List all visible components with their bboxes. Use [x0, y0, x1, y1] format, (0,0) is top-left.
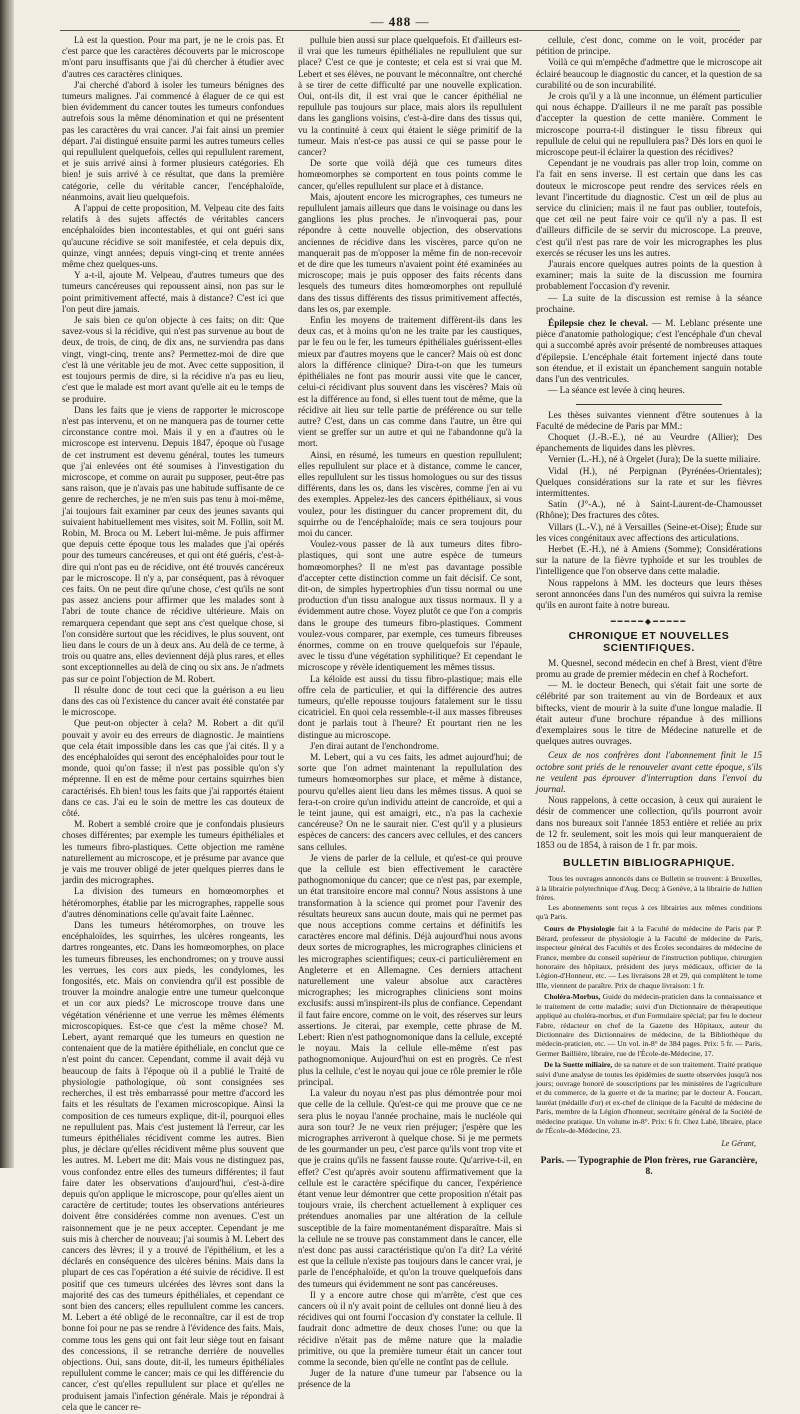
- header-rule: [60, 30, 740, 31]
- theses-intro: Les thèses suivantes viennent d'être soutenues à la Faculté de médecine de Paris par MM.:: [536, 410, 762, 432]
- bibliography-list: [536, 924, 762, 1135]
- body-paragraph: M. Lebert, qui a vu ces faits, les admet aujourd'hui; de sorte que l'on admet maintenant la repullulation des tumeurs homœomorphes sur place, et même à distance, pourvu qu'elles aient lieu dans les mêmes tissus. A quoi se fera-t-on croire qu'un individu atteint de cancroïde, et qui a le teint jaune, qui est amaigri, etc., n'a pas la cachexie cancéreuse? On ne le saurait nier. C'est qu'il y a plusieurs espèces de cancers: des cancers avec cellules, et des cancers sans cellules.: [298, 753, 522, 853]
- bulletin-note-2: Les abonnements sont reçus à ces librairies aux mêmes conditions qu'à Paris.: [536, 902, 762, 922]
- body-paragraph: Je viens de parler de la cellule, et qu'est-ce qui prouve que la cellule est bien effectivement le caractère pathognomonique du cancer; que ce n'est pas, par exemple, un état transitoire encore mal connu? Nous assistons à une transformation à la science qui promet pour l'avenir des résultats heureux sans aucun doute, mais qui ne permet pas que nous acceptions comme certains et définitifs les caractères encore mal définis. Déjà aujourd'hui nous avons deux sortes de micrographes, les micrographes cliniciens et les micrographes scientifiques; ceux-ci particulièrement en Angleterre et en Allemagne. Ces derniers attachent naturellement une valeur absolue aux caractères micrographes; les micrographes cliniciens sont moins exclusifs: aussi m'inspirent-ils plus de confiance. Cependant il faut faire encore, comme on le voit, des réserves sur leurs assertions. Je citerai, par exemple, cette phrase de M. Lebert: Rien n'est pathognomonique dans la cellule, excepté le noyau. Mais la cellule elle-même n'est pas pathognomonique. Aujourd'hui on est en progrès. Ce n'est plus la cellule, c'est le noyau qui joue ce rôle premier le rôle principal.: [298, 853, 522, 1088]
- thesis-entry: Vidal (H.), né Perpignan (Pyrénées-Orientales); Quelques considérations sur la rate et sur les fièvres intermittentes.: [536, 466, 762, 499]
- body-paragraph: Dans les tumeurs hétéromorphes, on trouve les encéphaloïdes, les squirrhes, les ulcères rongeants, les dartres rongeantes, etc. Dans les homœomorphes, on place les tumeurs fibreuses, les enchondromes; on y trouve aussi les verrues, les cors aux pieds, les condylomes, les fongosités, etc. Mais on conviendra qu'il est possible de trouver la moindre analogie entre une tumeur quelconque et un cor aux pieds? Le microscope trouve dans une végétation vénérienne et une verrue les mêmes éléments microscopiques. Est-ce que c'est la même chose? M. Lebert, ayant remarqué que les tumeurs en question ne contenaient que de la matière épithéliale, en conclut que ce n'est point du cancer. Cependant, comme il avait déjà vu beaucoup de faits à l'époque où il a publié le Traité de physiologie pathologique, où sont consignées ses recherches, il est très embarrassé pour mettre d'accord les faits et les résultats de l'examen microscopique. Ainsi la composition de ces tumeurs explique, dit-il, pourquoi elles ne repullulent pas. Mais c'est justement là l'erreur, car les tumeurs épithéliales récidivent comme les autres. Bien plus, je déclare qu'elles récidivent même plus souvent que les autres. M. Lebert me dit: Mais vous ne distinguez pas, vous confondez entre elles des tumeurs différentes; il faut faire dater les observations d'aujourd'hui, c'est-à-dire depuis qu'on applique le microscope, pour qu'elles aient un caractère de certitude; toutes les observations antérieures doivent être considérées comme non avenues. C'est un raisonnement que je ne peux accepter. Cependant je me suis mis à chercher de nouveau; j'ai soumis à M. Lebert des cancers des lèvres; il y a trouvé de l'épithélium, et les a déclarés en conséquence des ulcères bénins. Mais dans la plupart de ces cas l'opération a été suivie de récidive. Il est positif que ces tumeurs ulcérées des lèvres sont dans la majorité des cas des tumeurs épithéliales, et cependant ce sont bien des cancers; elles repullulent comme les cancers. M. Lebert a été obligé de le reconnaître, car il est de trop bonne foi pour ne pas se rendre à l'évidence des faits. Mais, comme tous les gens qui ont fait leur siège tout en faisant des concessions, il se retranche derrière de nouvelles objections. Oui, sans doute, dit-il, les tumeurs épithéliales repullulent comme le cancer; mais ce qui les différencie du cancer, c'est qu'elles repullulent sur place et qu'elles ne produisent jamais l'infection générale. Mais je répondrai à cela que le cancer re-: [62, 921, 284, 1413]
- bulletin-note-1: Tous les ouvrages annoncés dans ce Bulletin se trouvent: à Bruxelles, à la librairie polytechnique d'Aug. Decq; à Genève, à la librairie de Jullien frères.: [536, 874, 762, 903]
- chronique-item: M. Quesnel, second médecin en chef à Brest, vient d'être promu au grade de premier médecin en chef à Rochefort.: [536, 658, 762, 680]
- body-paragraph: J'en dirai autant de l'enchondrome.: [310, 741, 440, 752]
- column-right-discussion: [536, 36, 762, 316]
- body-paragraph: Il y a encore autre chose qui m'arrête, c'est que ces cancers où il n'y avait point de cellules ont donné lieu à des récidives qui ont fourni l'occasion d'y constater la cellule. Il faudrait donc admettre de deux choses l'une: ou que la récidive n'était pas de même nature que la maladie primitive, ou que la première tumeur était un cancer tout comme la seconde, bien qu'elle ne contînt pas de cellule.: [298, 1290, 522, 1368]
- body-paragraph: Je crois qu'il y a là une inconnue, un élément particulier qui nous échappe. D'ailleurs il ne me paraît pas possible d'accepter la question de cette manière. Comment le microscope pourra-t-il distinguer le tissu fibreux qui repullule de celui qui ne repullulera pas? Dès lors en quoi le microscope peut-il éclairer la question des récidives?: [536, 92, 762, 159]
- printer-footer: Paris. — Typographie de Plon frères, rue Garancière, 8.: [540, 1155, 758, 1177]
- body-paragraph: Voilà ce qui m'empêche d'admettre que le microscope ait éclairé beaucoup le diagnostic du cancer, et la question de sa curabilité ou de son incurabilité.: [536, 58, 762, 91]
- body-paragraph: Dans les faits que je viens de rapporter le microscope n'est pas intervenu, et on ne manquera pas de tourner cette circonstance contre moi. Mais il y en a d'autres où le microscope est intervenu. Depuis 1847, époque où l'usage de cet instrument est devenu général, toutes les tumeurs que j'ai enlevées ont été soumises à l'investigation du microscope, et comme on aurait pu supposer, peut-être pas sans raison, que je n'avais pas une habitude suffisante de ce genre de recherches, je ne m'en suis pas tenu à moi-même, j'ai toujours fait examiner par ceux des jeunes savants qui suivaient habituellement mes visites, soit M. Follin, soit M. Robin, M. Broca ou M. Lebert lui-même. Je puis affirmer que depuis cette époque tous les malades que j'ai opérés pour des tumeurs cancéreuses, et qui ont été guéris, c'est-à-dire qui n'ont pas eu de récidive, ont été trouvés cancéreux par le microscope. Il n'y a, par conséquent, pas à révoquer ces faits. On ne peut dire qu'une chose, c'est qu'ils ne sont pas assez anciens pour affirmer que les malades sont à l'abri de toute chance de récidive ultérieure. Mais on remarquera cependant que sept ans c'est quelque chose, si l'on considère surtout que les récidives, le plus souvent, ont lieu dans le cours de un à deux ans. Au delà de ce terme, à trois ou quatre ans, elles deviennent déjà plus rares, et elles sont exceptionnelles au delà de cinq ou six ans. Je n'admets pas sur ce point l'objection de M. Robert.: [62, 405, 284, 685]
- bibliography-entry-title: Choléra-Morbus,: [544, 992, 601, 1002]
- body-paragraph: La division des tumeurs en homœomorphes et hétéromorphes, établie par les micrographes, rappelle sous d'autres dénominations celle qu'avait faite Laënnec.: [62, 887, 284, 920]
- collection-reminder: Nous rappelons, à cette occasion, à ceux qui auraient le désir de commencer une collection, qu'ils pourront avoir dans nos bureaux soit l'année 1853 entière et reliée au prix de 12 fr. seulement, soit les mois qui leur manqueraient de 1853 ou de 1854, à raison de 1 fr. par mois.: [536, 796, 762, 852]
- chronique-list: [536, 659, 762, 749]
- body-paragraph: pullule bien aussi sur place quelquefois. Et d'ailleurs est-il vrai que les tumeurs épithéliales ne repullulent que sur place? C'est ce que je conteste; et cela est si vrai que M. Lebert et ses élèves, ne pouvant le méconnaître, ont cherché à se tirer de cette difficulté par une nouvelle explication. Oui, ont-ils dit, il est vrai que le cancer épithélial ne repullule pas toujours sur place, mais alors ils repullulent dans les ganglions voisins, c'est-à-dire dans des tissus qui, vu la continuité à ceux qui étaient le siège primitif de la tumeur. Mais n'est-ce pas aussi ce qui se passe pour le cancer?: [298, 36, 522, 159]
- ornament-divider: ━━━━━◆━━━━━: [610, 617, 688, 627]
- page-number: 488: [388, 14, 412, 29]
- body-paragraph: cellule, c'est donc, comme on le voit, procéder par pétition de principe.: [536, 36, 762, 58]
- body-paragraph: M. Robert a semblé croire que je confondais plusieurs choses différentes; par exemple les tumeurs épithéliales et les tumeurs fibro-plastiques. Cette objection me ramène naturellement au microscope, et je présume par avance que je vais me trouver obligé de jeter quelques pierres dans le jardin des micrographes.: [62, 820, 284, 887]
- epilepsy-label: Épilepsie chez le cheval.: [548, 319, 648, 330]
- body-paragraph: La valeur du noyau n'est pas plus démontrée pour moi que celle de la cellule. Qu'est-ce qui me prouve que ce ne sera plus le noyau l'année prochaine, mais le nucléole qui aura son tour? Je ne veux rien préjuger; j'espère que les micrographes arriveront à quelque chose. Si je me permets de les gourmander un peu, c'est parce qu'ils vont trop vite et que je crains qu'ils ne fassent fausse route. Qu'arrive-t-il, en effet? C'est qu'après avoir soutenu affirmativement que la cellule est le caractère spécifique du cancer, l'expérience étant venue leur démontrer que cette proposition n'était pas toujours vraie, ils cherchent actuellement à expliquer ces prétendues anomalies par une altération de la cellule susceptible de la faire momentanément disparaître. Mais si la cellule ne se trouve pas constamment dans le cancer, elle n'est donc pas aussi caractéristique qu'on l'a dit? La vérité est que la cellule n'existe pas toujours dans le cancer vrai, je parle de l'encéphaloïde, et qu'on la trouve quelquefois dans des tumeurs qui évidemment ne sont pas cancéreuses.: [298, 1089, 522, 1290]
- book-spine-shadow: [0, 0, 14, 1168]
- body-paragraph: J'aurais encore quelques autres points de la question à examiner; mais la suite de la discussion me fournira probablement l'occasion d'y revenir.: [536, 260, 762, 293]
- column-middle: [298, 36, 522, 1391]
- body-paragraph: Cependant je ne voudrais pas aller trop loin, comme on l'a fait en sens inverse. Il est certain que dans les cas douteux le microscope peut rendre des services réels en levant l'incertitude du diagnostic. C'est un œil de plus au service du clinicien; mais il ne faut pas oublier, toutefois, que cet œil ne peut faire voir ce qu'il n'y a pas. Il est d'ailleurs difficile de se servir du microscope. La preuve, c'est qu'il n'est pas rare de voir les micrographes les plus exercés se récuser les uns les autres.: [536, 159, 762, 259]
- theses-list: [536, 433, 762, 579]
- epilepsy-paragraph: [536, 319, 762, 386]
- thesis-entry: Vernier (L.-H.), né à Orgelet (Jura); De la suette miliaire.: [548, 455, 761, 466]
- body-paragraph: La kéloïde est aussi du tissu fibro-plastique; mais elle offre cela de particulier, et qui la différencie des autres tumeurs, qu'elle repousse toujours fatalement sur le tissu cicatriciel. En quoi cela ressemble-t-il aux masses fibreuses dont je parlais tout à l'heure? Et pourtant rien ne les distingue au microscope.: [298, 674, 522, 741]
- bibliography-entry: [536, 992, 762, 1058]
- chronique-title: CHRONIQUE ET NOUVELLES SCIENTIFIQUES.: [568, 630, 730, 654]
- body-paragraph: Là est la question. Pour ma part, je ne le crois pas. Et c'est parce que les caractères découverts par le microscope m'ont paru insuffisants que j'ai dû chercher à étudier avec d'autres ces caractères cliniques.: [62, 36, 284, 80]
- column-right: [536, 36, 763, 1177]
- epilepsy-text: — M. Leblanc présente une pièce d'anatomie pathologique; c'est l'encéphale d'un cheval qui a succombé après avoir présenté de nombreuses attaques d'épilepsie. L'encéphale était fortement injecté dans toute son étendue, et il existait un épanchement sanguin notable dans l'un des ventricules.: [536, 319, 762, 386]
- body-paragraph: J'ai cherché d'abord à isoler les tumeurs bénignes des tumeurs malignes. J'ai commencé à élaguer de ce qui est bien évidemment du cancer toutes les tumeurs confondues autrefois sous la même dénomination et qui ne présentent pas les caractères du vrai cancer. J'ai fait ainsi un premier départ. J'ai distingué ensuite parmi les autres tumeurs celles qui repullulent quelquefois, celles qui repullulent rarement, et je suis arrivé ainsi à former plusieurs catégories. Eh bien! je suis arrivé à ce résultat, que dans la première catégorie, celle du véritable cancer, l'encéphaloïde, néanmoins, avait lieu quelquefois.: [62, 80, 284, 203]
- thesis-entry: Satin (J°-A.), né à Saint-Laurent-de-Chamousset (Rhône); Des fractures des côtes.: [536, 500, 762, 522]
- thesis-entry: Choquet (J.-B.-E.), né au Veurdre (Allier); Des épanchements de liquides dans les plèvres.: [536, 432, 762, 455]
- section-divider: [576, 404, 722, 405]
- body-paragraph: Y a-t-il, ajoute M. Velpeau, d'autres tumeurs que des tumeurs cancéreuses qui repoussent ainsi, non pas sur le point primitivement affecté, mais à distance? C'est ici que l'on peut dire jamais.: [62, 271, 284, 315]
- bibliography-entry-text: Guide du médecin-praticien dans la connaissance et le traitement de cette maladie; suivi d'un Dictionnaire de thérapeutique appliqué au choléra-morbus, et d'un Formulaire spécial; par feu le docteur Fabre, rédacteur en chef de la Gazette des Hôpitaux, auteur du Dictionnaire des Dictionnaires de médecine, de la Bibliothèque du médecin-praticien, etc. — Un vol. in-8° de 384 pages. Prix: 5 fr. — Paris, Germer Baillière, libraire, rue de l'École-de-Médecine, 17.: [536, 992, 763, 1058]
- body-paragraph: Que peut-on objecter à cela? M. Robert a dit qu'il pouvait y avoir eu des erreurs de diagnostic. Je maintiens que cela était impossible dans les cas que j'ai cités. Il y a des encéphaloïdes qui seront des encéphaloïdes pour tout le monde, quoi qu'on fasse; il n'est pas possible qu'on s'y méprenne. Il en est de même pour certains squirrhes bien caractérisés. Eh bien! tous les faits que j'ai rapportés étaient dans ce cas. J'ai eu le soin de mettre les cas douteux de côté.: [62, 719, 284, 820]
- bibliography-entry: [536, 924, 762, 990]
- theses-note: Nous rappelons à MM. les docteurs que leurs thèses seront annoncées dans l'un des numéros qui suivra la remise qu'ils en auront faite à notre bureau.: [536, 578, 762, 611]
- column-left: [62, 36, 284, 1413]
- bibliography-entry-title: Cours de Physiologie: [544, 924, 615, 934]
- thesis-entry: Villars (L.-V.), né à Versailles (Seine-et-Oise); Étude sur les vices congénitaux avec affections des articulations.: [536, 522, 762, 544]
- body-paragraph: Il résulte donc de tout ceci que la guérison a eu lieu dans des cas où l'existence du cancer avait été constatée par le microscope.: [62, 685, 284, 719]
- body-paragraph: Ainsi, en résumé, les tumeurs en question repullulent; elles repullulent sur place et à distance, comme le cancer, elles repullulent sur les tissus homologues ou sur des tissus différents, dans les os, dans les viscères, comme j'en ai vu des exemples. Appelez-les des cancers épithéliaux, si vous voulez, pour les distinguer du cancer proprement dit, du squirrhe ou de l'encéphaloïde; mais ce sera toujours pour moi du cancer.: [298, 450, 522, 539]
- bibliography-entry: [536, 1060, 762, 1135]
- bibliography-entry-text: de sa nature et de son traitement. Traité pratique suivi d'une analyse de toutes les épidémies de suette observées jusqu'à nos jours; ouvrage honoré de souscriptions par les ministères de l'agriculture et du commerce, de la guerre et de la marine; par le docteur A. Foucart, lauréat (médaille d'or) et ex-chef de clinique de la Faculté de médecine de Paris, membre de la Légion d'honneur, secrétaire général de la Société de médecine pratique. Un volume in-8°. Prix: 6 fr. Chez Labé, libraire, place de l'École-de-Médecine, 23.: [536, 1060, 762, 1135]
- gerant-signature: Le Gérant,: [721, 1139, 756, 1149]
- bulletin-title: BULLETIN BIBLIOGRAPHIQUE.: [563, 857, 735, 870]
- body-paragraph: Je sais bien ce qu'on objecte à ces faits; on dit: Que savez-vous si la récidive, qui n'est pas survenue au bout de deux, de trois, de cinq, de dix ans, ne surviendra pas dans vingt, vingt-cinq, trente ans? Permettez-moi de dire que c'est là une véritable jeu de mot. Avec cette supposition, il est toujours permis de dire, si la récidive n'a pas eu lieu, c'est que le malade est mort avant qu'elle ait eu le temps de se produire.: [62, 316, 284, 405]
- chronique-item: — M. le docteur Benech, qui s'était fait une sorte de célébrité par son traitement au vin de Bordeaux et aux biftecks, vient de mourir à la suite d'une longue maladie. Il était auteur d'une brochure répandue à des millions d'exemplaires sous le titre de Médecine naturelle et de quelques autres ouvrages.: [536, 681, 762, 748]
- body-paragraph: Enfin les moyens de traitement diffèrent-ils dans les deux cas, et à moins qu'on ne les traite par les caustiques, par le feu ou le fer, les tumeurs épithéliales guérissent-elles mieux par d'autres moyens que le cancer? Mais où est donc alors la différence clinique? Dira-t-on que les tumeurs épithéliales ne font pas mourir aussi vite que le cancer, celui-ci récidivant plus souvent dans les viscères? Mais où est la différence au fond, si elles tuent tout de même, que la récidive ait lieu sur telle partie de préférence ou sur telle autre? C'est, dans un cas comme dans l'autre, un être qui vient se greffer sur un autre et qui ne l'abandonne qu'à la mort.: [298, 316, 522, 450]
- body-paragraph: — La suite de la discussion est remise à la séance prochaine.: [536, 293, 762, 315]
- body-paragraph: A l'appui de cette proposition, M. Velpeau cite des faits relatifs à des sujets affectés de véritables cancers encéphaloïdes bien incontestables, et qui ont guéri sans qu'aucune récidive se soit manifestée, et cela depuis dix, quinze, vingt années; depuis vingt-cinq et trente années même chez quelques-uns.: [62, 204, 284, 271]
- bibliography-entry-title: De la Suette miliaire,: [544, 1060, 613, 1070]
- subscription-notice: Ceux de nos confrères dont l'abonnement finit le 15 octobre sont priés de le renouveler avant cette époque, s'ils ne veulent pas éprouver d'interruption dans l'envoi du journal.: [536, 751, 762, 795]
- body-paragraph: Voulez-vous passer de là aux tumeurs dites fibro-plastiques, qui sont une autre espèce de tumeurs homœomorphes? Il ne m'est pas davantage possible d'accepter cette distinction comme un fait décisif. Ce sont, dit-on, de simples hypertrophies d'un tissu normal ou une production d'un tissu analogue aux tissus normaux. Il y a évidemment autre chose. Voyez plutôt ce que l'on a compris dans le groupe des tumeurs fibro-plastiques. Comment voulez-vous comparer, par exemple, ces tumeurs fibreuses énormes, comme on en trouve quelquefois sur l'épaule, avec le tissu d'une végétation syphilitique? Et cependant le microscope y révèle identiquement les mêmes tissus.: [298, 540, 522, 674]
- body-paragraph: Juger de la nature d'une tumeur par l'absence ou la présence de la: [298, 1369, 522, 1391]
- bibliography-entry-text: fait à la Faculté de médecine de Paris par P. Bérard, professeur de physiologie à la Faculté de médecine de Paris, inspecteur général des Facultés et des Écoles secondaires de médecine de France, membre du conseil supérieur de l'instruction publique, chirurgien honoraire des hôpitaux, président des jurys médicaux, officier de la Légion-d'Honneur, etc. — Les livraisons 28 et 29, qui complètent le tome IIIe, viennent de paraître. Prix de chaque livraison: 1 fr.: [536, 924, 762, 990]
- body-paragraph: Mais, ajoutent encore les micrographes, ces tumeurs ne repullulent jamais ailleurs que dans le voisinage ou dans les ganglions les plus proches. Je n'invoquerai pas, pour répondre à cette nouvelle objection, des observations anciennes de récidive dans les viscères, parce qu'on ne manquerait pas de m'opposer la même fin de non-recevoir et de dire que les tumeurs n'avaient point été examinées au microscope; mais je puis opposer des faits récents dans lesquels des tumeurs dites homœomorphes ont repullulé dans des tissus différents des tissus primitivement affectés, dans les os, par exemple.: [298, 192, 522, 315]
- page-header: — 488 —: [370, 14, 430, 29]
- body-paragraph: De sorte que voilà déjà que ces tumeurs dites homœomorphes se comportent en tous points comme le cancer, qu'elles repullulent sur place et à distance.: [298, 159, 522, 192]
- epilepsy-closing: — La séance est levée à cinq heures.: [548, 386, 685, 397]
- thesis-entry: Herbet (E.-H.), né à Amiens (Somme); Considérations sur la nature de la fièvre typhoïde et sur les troubles de l'intelligence que l'on observe dans cette maladie.: [536, 544, 762, 578]
